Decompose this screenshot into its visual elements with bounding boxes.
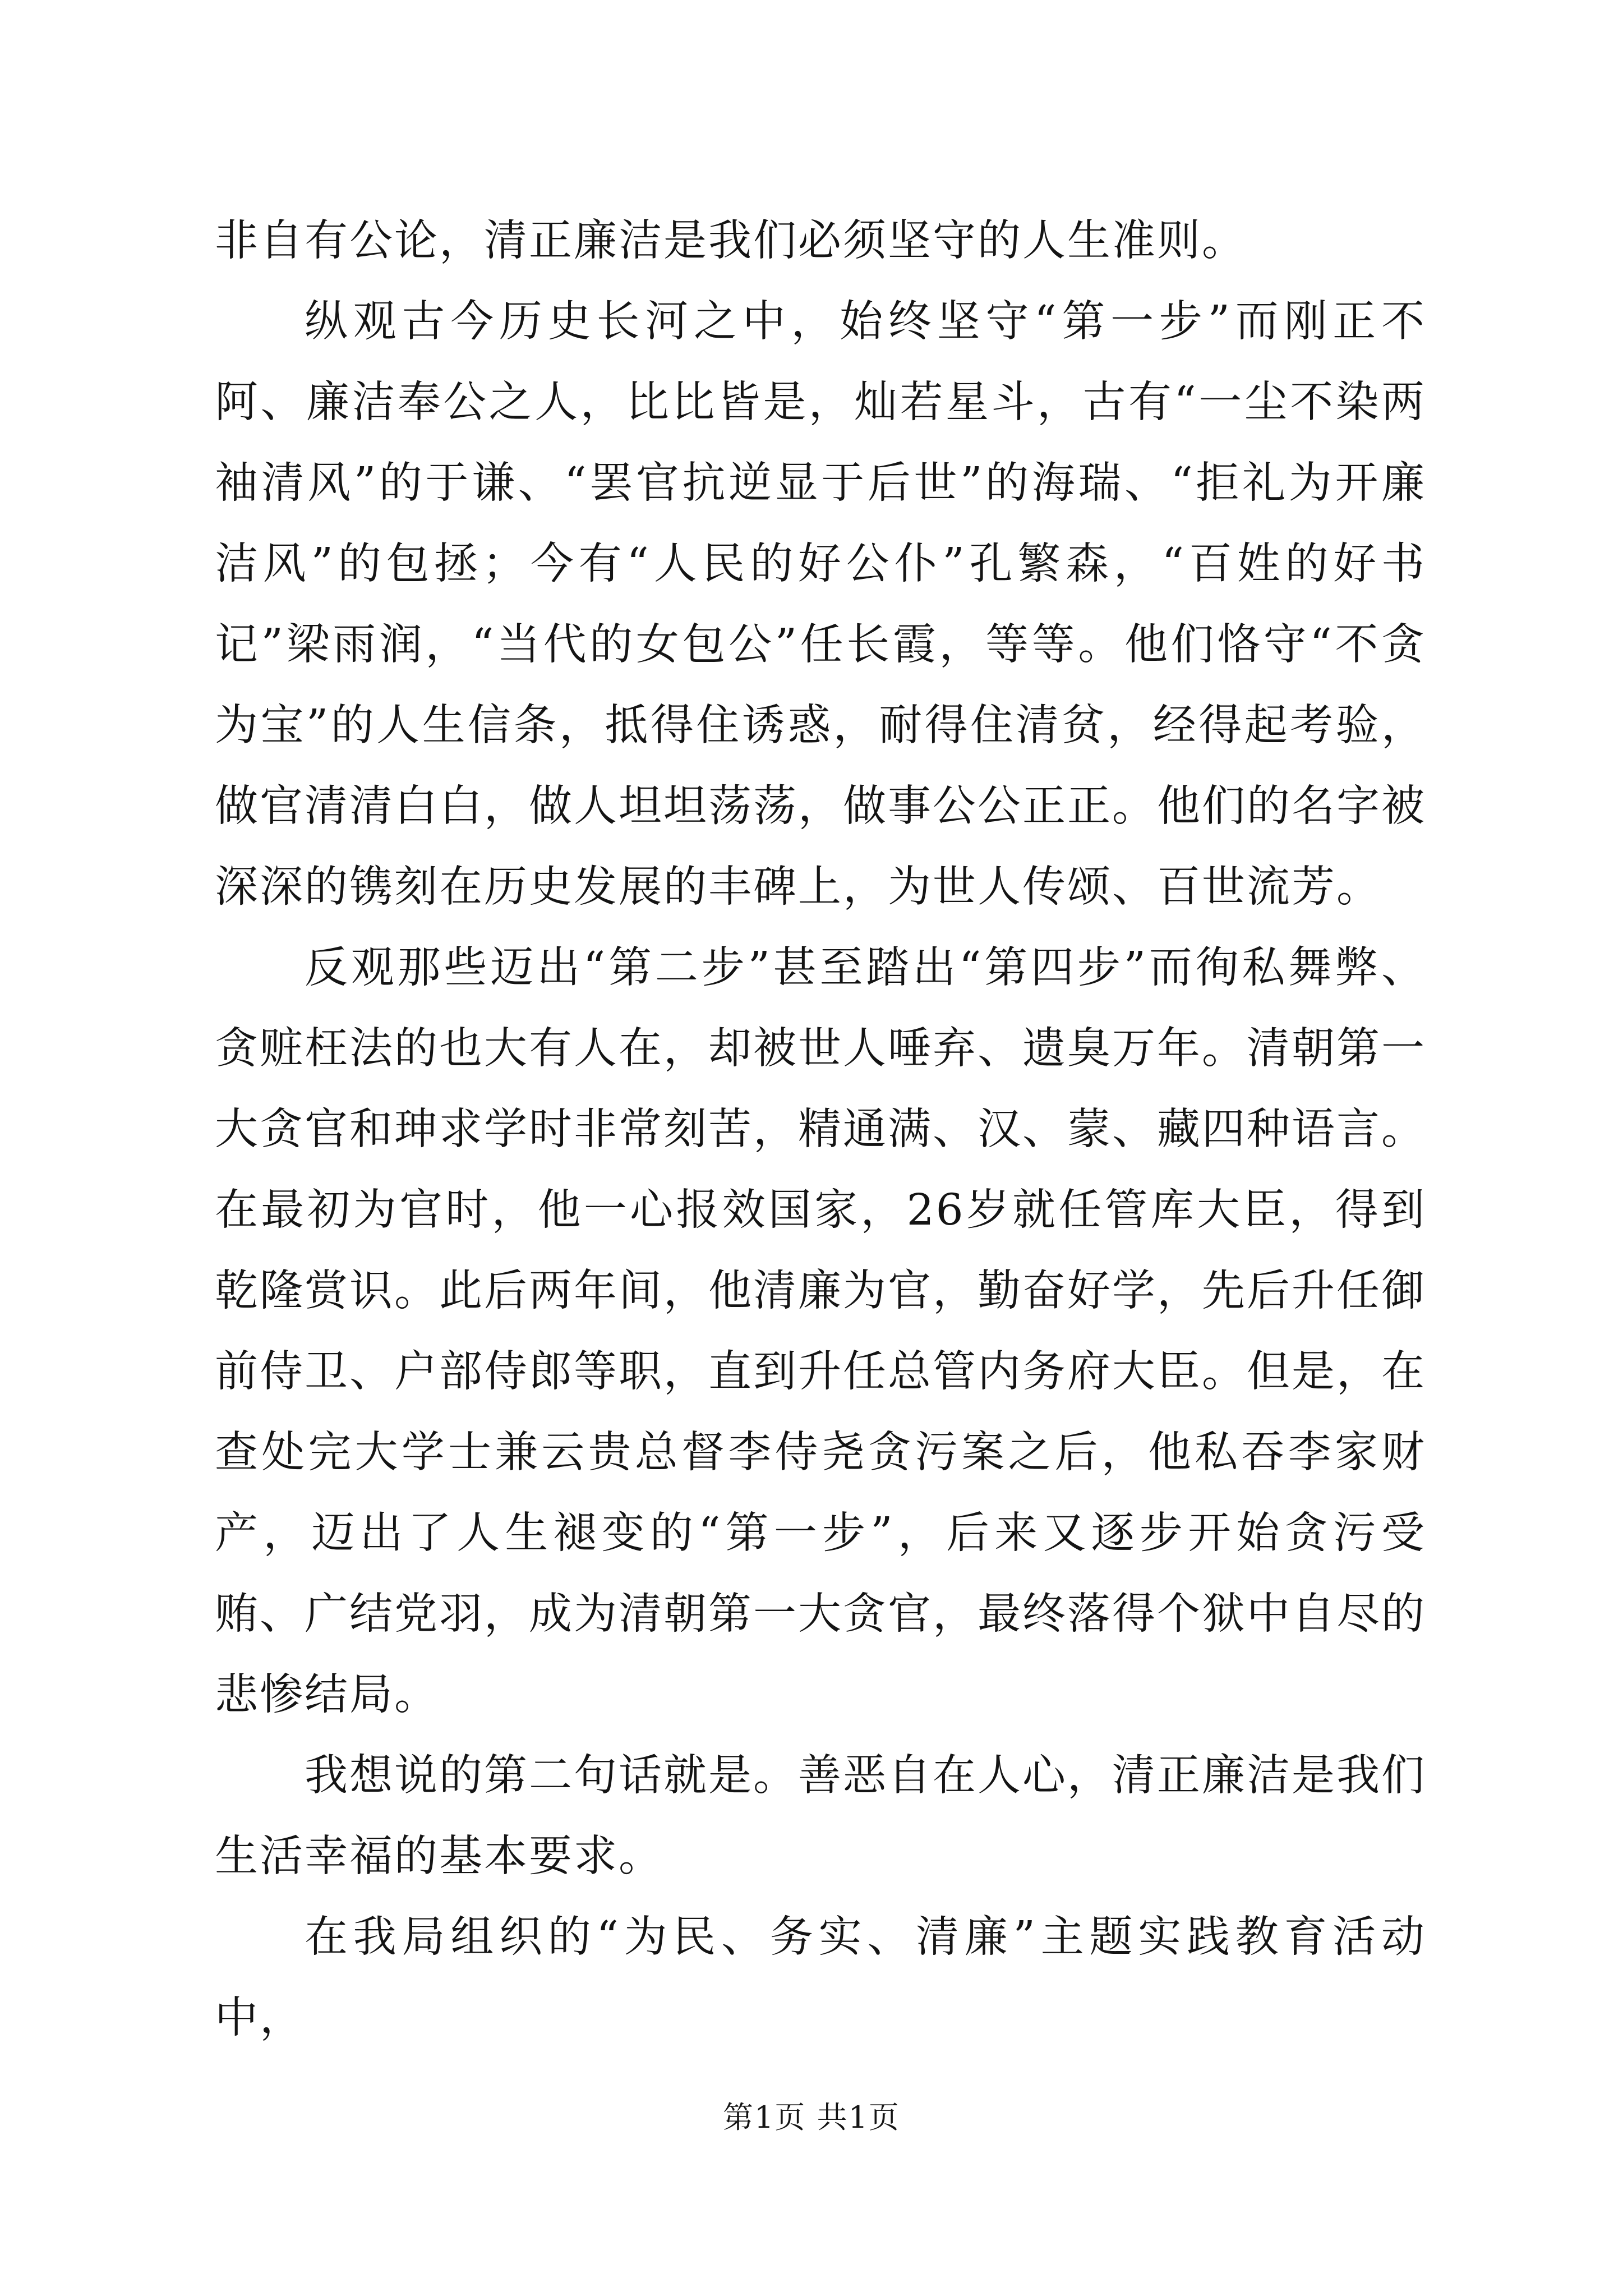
paragraph-2: 纵观古今历史长河之中，始终坚守“第一步”而刚正不阿、廉洁奉公之人，比比皆是，灿若星斗，古有“一尘不染两袖清风”的于谦、“罢官抗逆显于后世”的海瑞、“拒礼为开廉洁风”的包拯；今有“人民的好公仆”孔繁森，“百姓的好书记”梁雨润，“当代的女包公”任长霞，等等。他们恪守“不贪为宝”的人生信条，抵得住诱惑，耐得住清贫，经得起考验，做官清清白白，做人坦坦荡荡，做事公公正正。他们的名字被深深的镌刻在历史发展的丰碑上，为世人传颂、百世流芳。 (215, 297, 1426, 912)
paragraph-1: 非自有公论，清正廉洁是我们必须坚守的人生准则。 (215, 216, 1247, 266)
paragraph-5: 在我局组织的“为民、务实、清廉”主题实践教育活动中， (215, 1912, 1426, 2043)
paragraph-4: 我想说的第二句话就是。善恶自在人心，清正廉洁是我们生活幸福的基本要求。 (215, 1751, 1426, 1881)
paragraph-3: 反观那些迈出“第二步”甚至踏出“第四步”而徇私舞弊、贪赃枉法的也大有人在，却被世人唾弃、遗臭万年。清朝第一大贪官和珅求学时非常刻苦，精通满、汉、蒙、藏四种语言。在最初为官时，他一心报效国家，26岁就任管库大臣，得到乾隆赏识。此后两年间，他清廉为官，勤奋好学，先后升任御前侍卫、户部侍郎等职，直到升任总管内务府大臣。但是，在查处完大学士兼云贵总督李侍尧贪污案之后，他私吞李家财产，迈出了人生褪变的“第一步”，后来又逐步开始贪污受贿、广结党羽，成为清朝第一大贪官，最终落得个狱中自尽的悲惨结局。 (215, 943, 1426, 1720)
page-footer: 第1页 共1页 (723, 2100, 900, 2135)
document-body (215, 201, 1426, 2059)
